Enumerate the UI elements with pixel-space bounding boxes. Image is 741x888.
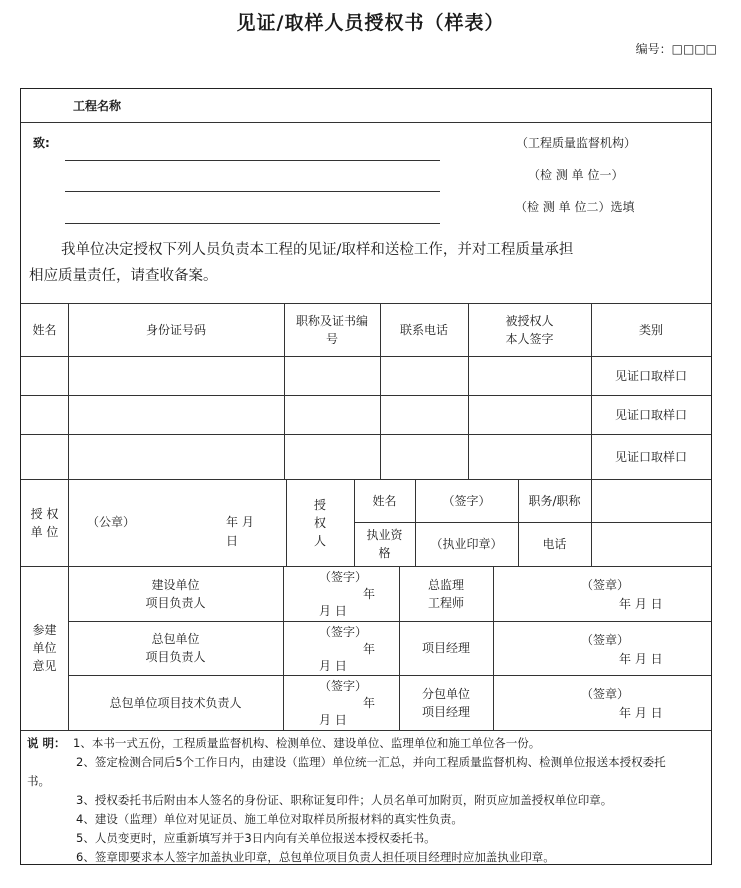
party-left-2-year: 年 [363,642,376,656]
party-left-2: 总包单位 项目负责人 [145,632,206,664]
auth-position-label: 职务/职称 [528,493,581,508]
authorization-form [20,88,712,865]
auth-date-year-month: 年 月 [226,515,254,529]
auth-phone-label: 电话 [542,537,567,551]
recipient-testing-1: （检 测 单 位一） [528,168,624,182]
participants-label: 参建 单位 意见 [32,623,57,673]
auth-signature: （签字） [442,493,491,508]
note-3: 3、授权委托书后附由本人签名的身份证、职称证复印件；人员名单可加附页，附页应加盖授权单位印章。 [76,793,613,807]
part-line-4 [493,566,494,730]
recipient-supervision: （工程质量监督机构） [516,136,637,150]
auth-person-label: 授 权 人 [313,497,326,548]
party-right-3-date: 年 月 日 [619,706,663,720]
party-right-1-date: 年 月 日 [619,597,663,611]
auth-qualification-label: 执业资 格 [366,528,403,560]
auth-practice-seal: （执业印章） [430,537,503,551]
auth-unit-label: 授 权 单 位 [30,506,59,539]
party-left-3: 总包单位项目技术负责人 [109,695,242,710]
party-right-3-sign: （签章） [581,687,630,701]
recipient-testing-2: （检 测 单 位二）选填 [515,200,635,214]
divider-notes [21,730,711,731]
document-number-label: 编号： [635,42,672,56]
document-title: 见证/取样人员授权书（样表） [236,12,505,34]
auth-line-1 [68,479,69,566]
statement-line-1: 我单位决定授权下列人员负责本工程的见证/取样和送检工作，并对工程质量承担 [61,242,574,258]
category-cell-1: 见证口取样口 [614,368,687,383]
notes-label: 说 明： [27,736,66,750]
project-name-label: 工程名称 [73,99,122,113]
party-right-3: 分包单位 项目经理 [421,686,470,719]
addressee-label: 致: [33,136,50,150]
party-left-1-sign: （签字） [319,570,368,584]
header-category: 类别 [638,322,663,337]
note-6: 6、签章即要求本人签字加盖执业印章，总包单位项目负责人担任项目经理时应加盖执业印章。 [76,850,555,864]
document-number [636,40,717,57]
party-left-3-year: 年 [363,696,376,710]
statement-line-2: 相应质量责任，请查收备案。 [29,268,218,284]
party-left-3-monthday: 月 日 [319,713,347,727]
header-name: 姓名 [32,322,57,337]
auth-line-6 [591,479,592,566]
auth-name-label: 姓名 [372,493,397,508]
document-number-value: □□□□ [671,42,717,56]
category-cell-2: 见证口取样口 [614,407,687,422]
party-right-2: 项目经理 [421,641,470,655]
note-2: 2、签定检测合同后5个工作日内，由建设（监理）单位统一汇总，并向工程质量监督机构、检测单位报送本授权委托 [76,755,666,769]
party-left-1-monthday: 月 日 [319,604,347,618]
addressee-line-2 [65,191,440,192]
addressee-line-1 [65,160,440,161]
party-right-2-date: 年 月 日 [619,652,663,666]
auth-date-day: 日 [226,534,239,548]
header-title-cert: 职称及证书编 号 [295,313,368,346]
party-left-3-sign: （签字） [319,679,368,693]
party-right-1: 总监理 工程师 [427,577,464,610]
party-left-2-monthday: 月 日 [319,659,347,673]
header-phone: 联系电话 [399,322,448,337]
party-right-1-sign: （签章） [581,578,630,592]
divider-project [21,122,711,123]
note-4: 4、建设（监理）单位对见证员、施工单位对取样员所报材料的真实性负责。 [76,812,463,826]
party-right-2-sign: （签章） [581,633,630,647]
party-left-1-year: 年 [363,587,376,601]
party-left-1: 建设单位 项目负责人 [145,577,206,610]
category-cell-3: 见证口取样口 [614,449,687,464]
header-id-number: 身份证号码 [145,322,206,337]
addressee-line-3 [65,223,440,224]
note-5: 5、人员变更时，应重新填写并于3日内向有关单位报送本授权委托书。 [76,831,436,845]
header-signature: 被授权人 本人签字 [505,313,554,346]
auth-unit-seal: （公章） [87,515,136,529]
note-2-cont: 书。 [27,774,50,788]
party-left-2-sign: （签字） [319,625,368,639]
note-1: 1、本书一式五份，工程质量监督机构、检测单位、建设单位、监理单位和施工单位各一份。 [73,736,541,750]
part-line-2 [283,566,284,730]
